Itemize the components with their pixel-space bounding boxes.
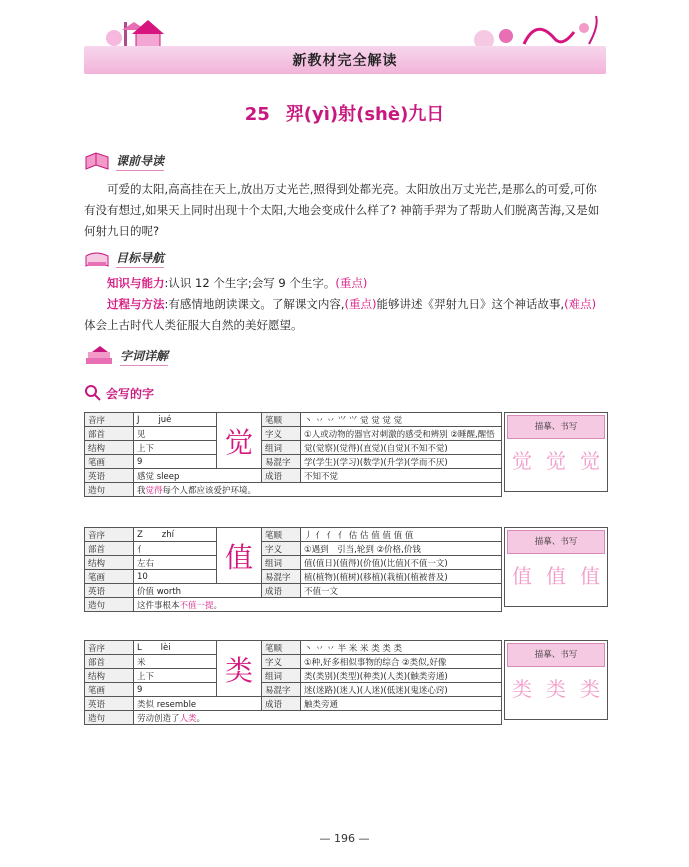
lesson-number: 25 [244, 104, 270, 125]
stroke-order-label: 笔顺 [262, 641, 301, 655]
lesson-name: 羿(yì)射(shè)九日 [285, 104, 445, 125]
strokes-value: 9 [134, 455, 217, 469]
books-stack-icon [84, 346, 114, 366]
key-point-tag-2: (重点) [344, 297, 377, 311]
practice-box [504, 412, 608, 492]
english-label: 英语 [85, 469, 134, 483]
idiom-label: 成语 [262, 697, 301, 711]
meaning-value: ①遇到 引当,轮到 ②价格,价钱 [301, 542, 502, 556]
structure-label: 结构 [85, 669, 134, 683]
practice-header: 描摹、书写 [507, 643, 605, 667]
english-label: 英语 [85, 584, 134, 598]
confusable-value: 迷(迷路)(迷人)(人迷)(低迷)(鬼迷心窍) [301, 683, 502, 697]
words-label: 字词详解 [120, 347, 168, 366]
practice-box [504, 640, 608, 720]
english-value: 感觉 sleep [134, 469, 262, 483]
stroke-order-value: 丶 丷 丷 ⺍ 𭕄 觉 觉 觉 觉 [301, 413, 502, 427]
knowledge-text: :认识 12 个生字;会写 9 个生字。 [164, 276, 336, 290]
stroke-order-value: 丿 亻 亻 亻 估 估 值 值 值 值 [301, 528, 502, 542]
idiom-value: 触类旁通 [301, 697, 502, 711]
compound-value: 类(类别)(类型)(种类)(人类)(触类旁通) [301, 669, 502, 683]
goals-text [84, 273, 606, 336]
process-text-1: :有感情地朗读课文。了解课文内容, [164, 297, 345, 311]
practice-chars: 类 类 类 [512, 677, 600, 701]
magnifier-icon [84, 384, 102, 402]
idiom-label: 成语 [262, 584, 301, 598]
big-char: 值 [217, 528, 262, 584]
strokes-label: 笔画 [85, 683, 134, 697]
order-label: 音序 [85, 413, 134, 427]
process-label: 过程与方法 [107, 297, 165, 311]
strokes-value: 10 [134, 570, 217, 584]
confusable-value: 学(学生)(学习)(数学)(升学)(学而不厌) [301, 455, 502, 469]
english-value: 类似 resemble [134, 697, 262, 711]
order-value: J jué [134, 413, 217, 427]
words-section-heading [84, 345, 168, 367]
process-text-3: 体会上古时代人类征服大自然的美好愿望。 [84, 318, 303, 332]
order-label: 音序 [85, 641, 134, 655]
confusable-label: 易混字 [262, 570, 301, 584]
char-table [84, 640, 502, 725]
sentence-value: 劳动创造了人类。 [134, 711, 502, 725]
sentence-value: 我觉得每个人都应该爱护环境。 [134, 483, 502, 497]
book-icon [84, 151, 110, 171]
meaning-label: 字义 [262, 655, 301, 669]
english-value: 价值 worth [134, 584, 262, 598]
radical-value: 见 [134, 427, 217, 441]
meaning-label: 字义 [262, 427, 301, 441]
stroke-order-value: 丶 丷 丷 半 米 米 类 类 类 [301, 641, 502, 655]
process-text-2: 能够讲述《羿射九日》这个神话故事, [376, 297, 565, 311]
idiom-value: 不知不觉 [301, 469, 502, 483]
idiom-value: 不值一文 [301, 584, 502, 598]
radical-label: 部首 [85, 655, 134, 669]
lesson-title [0, 100, 689, 126]
structure-value: 左右 [134, 556, 217, 570]
stroke-order-label: 笔顺 [262, 528, 301, 542]
char-card-lei [84, 640, 606, 725]
preview-section-heading [84, 150, 164, 172]
page-header [84, 8, 606, 74]
order-value: Z zhí [134, 528, 217, 542]
practice-chars: 觉 觉 觉 [512, 449, 600, 473]
key-point-tag: (重点) [335, 276, 368, 290]
write-chars-label: 会写的字 [106, 386, 155, 401]
order-value: L lèi [134, 641, 217, 655]
preview-text: 可爱的太阳,高高挂在天上,放出万丈光芒,照得到处都光亮。太阳放出万丈光芒,是那么的可爱,可你有没有想过,如果天上同时出现十个太阳,大地会变成什么样了? 神箭手羿为了帮助人们脱离苦海,又是如何射九日的呢? [84, 182, 600, 238]
confusable-value: 植(植物)(植树)(移植)(栽植)(植被普及) [301, 570, 502, 584]
sentence-value: 这件事根本不值一提。 [134, 598, 502, 612]
big-char: 类 [217, 641, 262, 697]
meaning-value: ①人或动物的器官对刺激的感受和辨别 ②睡醒,醒悟 [301, 427, 502, 441]
compound-label: 组词 [262, 556, 301, 570]
meaning-label: 字义 [262, 542, 301, 556]
structure-value: 上下 [134, 669, 217, 683]
structure-value: 上下 [134, 441, 217, 455]
sentence-label: 造句 [85, 598, 134, 612]
difficulty-tag: (难点) [564, 297, 597, 311]
practice-chars: 值 值 值 [512, 564, 600, 588]
char-card-zhi [84, 527, 606, 612]
open-book-icon [84, 248, 110, 268]
radical-label: 部首 [85, 427, 134, 441]
practice-box [504, 527, 608, 607]
stroke-order-label: 笔顺 [262, 413, 301, 427]
structure-label: 结构 [85, 441, 134, 455]
char-table [84, 412, 502, 497]
practice-header: 描摹、书写 [507, 415, 605, 439]
confusable-label: 易混字 [262, 455, 301, 469]
meaning-value: ①种,好多相似事物的综合 ②类似,好像 [301, 655, 502, 669]
radical-value: 亻 [134, 542, 217, 556]
strokes-label: 笔画 [85, 455, 134, 469]
knowledge-label: 知识与能力 [107, 276, 165, 290]
goals-label: 目标导航 [116, 249, 164, 268]
strokes-label: 笔画 [85, 570, 134, 584]
page-number: — 196 — [319, 832, 370, 845]
header-title: 新教材完全解读 [292, 53, 398, 69]
practice-header: 描摹、书写 [507, 530, 605, 554]
strokes-value: 9 [134, 683, 217, 697]
compound-value: 值(值日)(值得)(价值)(比值)(不值一文) [301, 556, 502, 570]
sentence-label: 造句 [85, 711, 134, 725]
structure-label: 结构 [85, 556, 134, 570]
preview-label: 课前导读 [116, 152, 164, 171]
idiom-label: 成语 [262, 469, 301, 483]
big-char: 觉 [217, 413, 262, 469]
char-card-jue [84, 412, 606, 497]
radical-label: 部首 [85, 542, 134, 556]
write-chars-heading [84, 384, 154, 402]
english-label: 英语 [85, 697, 134, 711]
compound-label: 组词 [262, 669, 301, 683]
goals-section-heading [84, 247, 164, 269]
compound-label: 组词 [262, 441, 301, 455]
char-table [84, 527, 502, 612]
confusable-label: 易混字 [262, 683, 301, 697]
sentence-label: 造句 [85, 483, 134, 497]
compound-value: 觉(觉察)(觉得)(直觉)(自觉)(不知不觉) [301, 441, 502, 455]
radical-value: 米 [134, 655, 217, 669]
order-label: 音序 [85, 528, 134, 542]
